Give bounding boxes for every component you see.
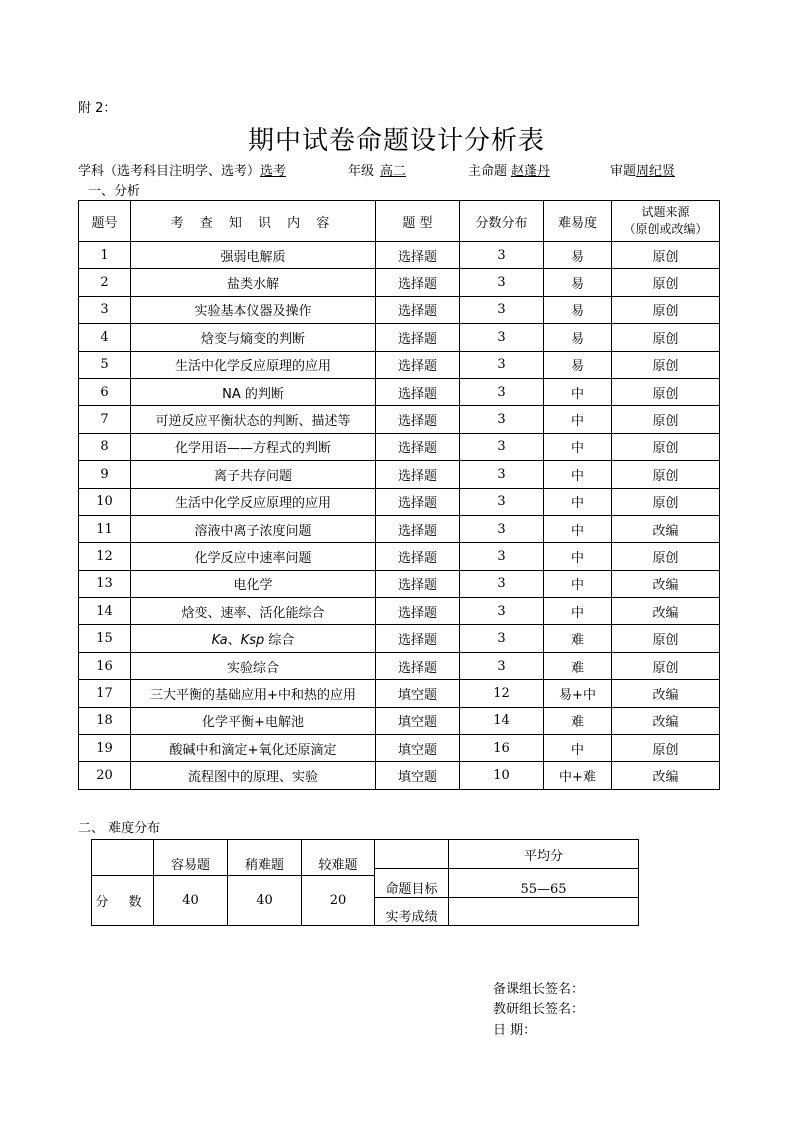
question-number: 6	[79, 378, 131, 405]
difficulty-table	[91, 839, 375, 926]
source: 原创	[612, 543, 720, 570]
table-row	[79, 269, 720, 296]
source: 原创	[612, 269, 720, 296]
question-number: 9	[79, 461, 131, 488]
knowledge-content: 焓变、速率、活化能综合	[131, 598, 376, 625]
question-type: 填空题	[376, 707, 460, 734]
table-row	[79, 351, 720, 378]
question-type: 选择题	[376, 570, 460, 597]
knowledge-content: 流程图中的原理、实验	[131, 762, 376, 789]
difficulty: 中+难	[544, 762, 612, 789]
source: 原创	[612, 242, 720, 269]
difficulty: 中	[544, 433, 612, 460]
difficulty: 难	[544, 707, 612, 734]
source: 原创	[612, 406, 720, 433]
section-analysis-title: 一、分析	[88, 184, 141, 199]
score: 3	[460, 543, 544, 570]
difficulty: 易	[544, 269, 612, 296]
question-number: 14	[79, 598, 131, 625]
difficulty: 中	[544, 598, 612, 625]
question-type: 选择题	[376, 598, 460, 625]
knowledge-content: 酸碱中和滴定+氧化还原滴定	[131, 735, 376, 762]
score: 3	[460, 269, 544, 296]
question-number: 3	[79, 296, 131, 323]
difficulty: 易	[544, 242, 612, 269]
question-type: 填空题	[376, 762, 460, 789]
table-row	[79, 378, 720, 405]
score: 3	[460, 652, 544, 679]
difficulty: 易	[544, 351, 612, 378]
difficulty: 难	[544, 652, 612, 679]
table-row	[79, 461, 720, 488]
knowledge-content: 溶液中离子浓度问题	[131, 515, 376, 542]
question-number: 8	[79, 433, 131, 460]
difficulty: 中	[544, 570, 612, 597]
question-number: 16	[79, 652, 131, 679]
reviewer-field	[610, 160, 692, 179]
question-type: 选择题	[376, 406, 460, 433]
header-type: 题 型	[376, 201, 460, 242]
source: 原创	[612, 625, 720, 652]
question-type: 选择题	[376, 351, 460, 378]
reviewer-label: 审题	[610, 164, 637, 179]
table-row	[79, 296, 720, 323]
header-score: 分数分布	[460, 201, 544, 242]
score: 3	[460, 351, 544, 378]
question-number: 1	[79, 242, 131, 269]
header-content: 考 查 知 识 内 容	[131, 201, 376, 242]
knowledge-content: 电化学	[131, 570, 376, 597]
table-row	[79, 543, 720, 570]
question-number: 10	[79, 488, 131, 515]
question-type: 选择题	[376, 296, 460, 323]
table-row	[79, 680, 720, 707]
average-header: 平均分	[449, 840, 639, 869]
score: 3	[460, 625, 544, 652]
score: 3	[460, 296, 544, 323]
knowledge-content: 可逆反应平衡状态的判断、描述等	[131, 406, 376, 433]
knowledge-content: 化学反应中速率问题	[131, 543, 376, 570]
question-number: 19	[79, 735, 131, 762]
source: 原创	[612, 433, 720, 460]
question-type: 选择题	[376, 543, 460, 570]
grade-field	[348, 160, 442, 179]
source: 原创	[612, 351, 720, 378]
research-signature: 教研组长签名：	[493, 1002, 585, 1017]
difficulty: 易	[544, 324, 612, 351]
header-medium: 稍难题	[228, 840, 302, 876]
source: 原创	[612, 461, 720, 488]
actual-label: 实考成绩	[375, 898, 449, 926]
section-difficulty-title: 二、 难度分布	[78, 821, 161, 836]
source: 改编	[612, 707, 720, 734]
average-corner	[375, 840, 449, 869]
knowledge-content: 化学用语——方程式的判断	[131, 433, 376, 460]
source: 原创	[612, 488, 720, 515]
knowledge-content: NA 的判断	[131, 378, 376, 405]
score: 3	[460, 378, 544, 405]
source: 改编	[612, 598, 720, 625]
table-row	[79, 735, 720, 762]
question-type: 选择题	[376, 433, 460, 460]
knowledge-content: 实验综合	[131, 652, 376, 679]
source: 改编	[612, 762, 720, 789]
subject-value: 选考	[260, 164, 287, 179]
grade-value: 高二	[380, 164, 407, 179]
analysis-table	[78, 200, 720, 790]
knowledge-content: Ka、Ksp 综合	[131, 625, 376, 652]
difficulty: 中	[544, 515, 612, 542]
difficulty: 中	[544, 378, 612, 405]
header-easy: 容易题	[154, 840, 228, 876]
table-row	[79, 570, 720, 597]
difficulty: 易+中	[544, 680, 612, 707]
question-number: 15	[79, 625, 131, 652]
header-difficulty: 难易度	[544, 201, 612, 242]
difficulty: 中	[544, 406, 612, 433]
question-type: 填空题	[376, 680, 460, 707]
score: 3	[460, 433, 544, 460]
author-value: 赵蓬丹	[511, 164, 551, 179]
difficulty: 易	[544, 296, 612, 323]
score: 3	[460, 515, 544, 542]
knowledge-content: 生活中化学反应原理的应用	[131, 488, 376, 515]
score-medium: 40	[228, 876, 302, 926]
score: 3	[460, 324, 544, 351]
question-type: 选择题	[376, 378, 460, 405]
question-type: 选择题	[376, 242, 460, 269]
table-header-row	[79, 201, 720, 242]
page-title: 期中试卷命题设计分析表	[247, 126, 545, 156]
question-number: 17	[79, 680, 131, 707]
question-number: 12	[79, 543, 131, 570]
table-row	[79, 406, 720, 433]
difficulty: 难	[544, 625, 612, 652]
knowledge-content: 生活中化学反应原理的应用	[131, 351, 376, 378]
question-type: 选择题	[376, 461, 460, 488]
table-row	[79, 324, 720, 351]
reviewer-value: 周纪贤	[636, 164, 676, 179]
question-number: 20	[79, 762, 131, 789]
score: 12	[460, 680, 544, 707]
target-value: 55—65	[449, 869, 639, 898]
source: 原创	[612, 378, 720, 405]
question-number: 4	[79, 324, 131, 351]
score-easy: 40	[154, 876, 228, 926]
table-row	[79, 598, 720, 625]
question-number: 2	[79, 269, 131, 296]
grade-label: 年级	[348, 164, 375, 179]
author-label: 主命题	[468, 164, 508, 179]
score: 16	[460, 735, 544, 762]
target-label: 命题目标	[375, 869, 449, 898]
score: 3	[460, 406, 544, 433]
table-row	[79, 488, 720, 515]
question-type: 选择题	[376, 625, 460, 652]
score-row-label: 分 数	[92, 876, 154, 926]
table-row	[79, 762, 720, 789]
knowledge-content: 离子共存问题	[131, 461, 376, 488]
average-table	[374, 839, 639, 926]
score: 3	[460, 598, 544, 625]
attachment-note: 附 2：	[78, 101, 117, 116]
source: 改编	[612, 515, 720, 542]
actual-value	[449, 898, 639, 926]
header-hard: 较难题	[302, 840, 375, 876]
header-no: 题号	[79, 201, 131, 242]
difficulty: 中	[544, 461, 612, 488]
difficulty: 中	[544, 543, 612, 570]
score: 3	[460, 242, 544, 269]
question-type: 选择题	[376, 652, 460, 679]
score-hard: 20	[302, 876, 375, 926]
subject-label: 学科（选考科目注明学、选考）	[78, 164, 261, 179]
difficulty: 中	[544, 735, 612, 762]
knowledge-content: 强弱电解质	[131, 242, 376, 269]
source: 原创	[612, 652, 720, 679]
date-field: 日 期：	[493, 1023, 537, 1038]
question-number: 18	[79, 707, 131, 734]
leader-signature: 备课组长签名：	[493, 982, 585, 997]
score: 14	[460, 707, 544, 734]
question-type: 选择题	[376, 324, 460, 351]
score: 3	[460, 488, 544, 515]
question-number: 5	[79, 351, 131, 378]
question-type: 选择题	[376, 515, 460, 542]
difficulty-corner	[92, 840, 154, 876]
table-row	[79, 242, 720, 269]
source: 改编	[612, 680, 720, 707]
subject-field	[78, 160, 294, 179]
table-row	[79, 652, 720, 679]
question-type: 选择题	[376, 488, 460, 515]
source: 原创	[612, 735, 720, 762]
source: 原创	[612, 296, 720, 323]
table-row	[79, 433, 720, 460]
question-number: 11	[79, 515, 131, 542]
author-field	[468, 160, 573, 179]
score: 3	[460, 461, 544, 488]
question-number: 13	[79, 570, 131, 597]
knowledge-content: 盐类水解	[131, 269, 376, 296]
knowledge-content: 焓变与熵变的判断	[131, 324, 376, 351]
question-type: 填空题	[376, 735, 460, 762]
knowledge-content: 实验基本仪器及操作	[131, 296, 376, 323]
question-type: 选择题	[376, 269, 460, 296]
header-source: 试题来源 （原创或改编）	[612, 201, 720, 242]
table-row	[79, 515, 720, 542]
score: 3	[460, 570, 544, 597]
knowledge-content: 三大平衡的基础应用+中和热的应用	[131, 680, 376, 707]
table-row	[79, 625, 720, 652]
source: 原创	[612, 324, 720, 351]
score: 10	[460, 762, 544, 789]
difficulty: 中	[544, 488, 612, 515]
question-number: 7	[79, 406, 131, 433]
source: 改编	[612, 570, 720, 597]
knowledge-content: 化学平衡+电解池	[131, 707, 376, 734]
table-row	[79, 707, 720, 734]
